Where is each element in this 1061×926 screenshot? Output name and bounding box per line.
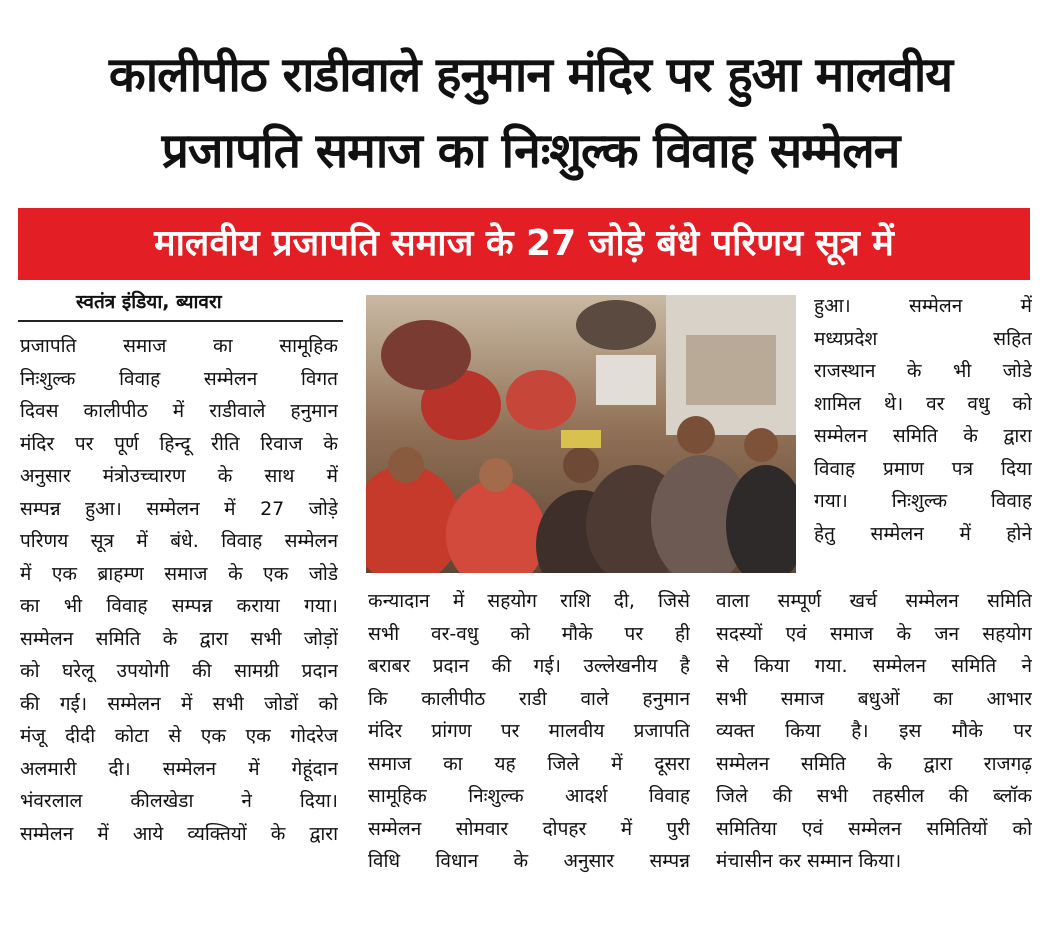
article-line: गया। निःशुल्क विवाह [814, 490, 1032, 512]
article-column-4 [716, 585, 1032, 878]
subheadline: मालवीय प्रजापति समाज के 27 जोड़े बंधे परिणय सूत्र में [154, 223, 894, 264]
article-line: प्रजापति समाज का सामूहिक [20, 335, 338, 357]
article-line: विवाह प्रमाण पत्र दिया [814, 457, 1032, 480]
subheadline-banner [18, 208, 1030, 280]
article-line: सम्मेलन समिति के द्वारा सभी जोड़ों [20, 627, 338, 650]
article-line: विधि विधान के अनुसार सम्पन्न [368, 850, 690, 872]
article-line: राजस्थान के भी जोडे [814, 360, 1032, 382]
article-column-2-top [814, 290, 1032, 550]
article-line: मंदिर पर पूर्ण हिन्दू रीति रिवाज के [20, 432, 338, 455]
article-line: मध्यप्रदेश सहित [814, 327, 1032, 350]
article-line: सभी समाज बधुओं का आभार [716, 687, 1032, 710]
article-line: समितिया एवं सम्मेलन समितियों को [716, 817, 1032, 840]
article-line: सम्मेलन समिति के द्वारा [814, 425, 1032, 447]
wedding-ceremony-photo [366, 295, 796, 573]
article-line: समाज का यह जिले में दूसरा [368, 752, 690, 775]
article-line: सभी वर-वधु को मौके पर ही [368, 622, 690, 645]
article-line: मंजू दीदी कोटा से एक एक गोदरेज [20, 725, 338, 747]
article-line: को घरेलू उपयोगी की सामग्री प्रदान [20, 660, 338, 682]
article-line: अलमारी दी। सम्मेलन में गेहूंदान [20, 757, 338, 780]
dateline-rule [18, 320, 343, 322]
article-line: सम्मेलन समिति के द्वारा राजगढ़ [716, 752, 1032, 775]
article-line: मंचासीन कर सम्मान किया। [716, 850, 902, 872]
article-line: कन्यादान में सहयोग राशि दी, जिसे [368, 590, 690, 612]
article-line: की गई। सम्मेलन में सभी जोडों को [20, 692, 338, 715]
article-line: जिले की सभी तहसील की ब्लॉक [716, 785, 1032, 807]
article-column-1 [20, 330, 338, 850]
headline-line-2: प्रजापति समाज का निःशुल्क विवाह सम्मेलन [161, 123, 900, 179]
article-line: मंदिर प्रांगण पर मालवीय प्रजापति [368, 720, 690, 742]
dateline: स्वतंत्र इंडिया, ब्यावरा [76, 291, 222, 313]
article-line: बराबर प्रदान की गई। उल्लेखनीय है [368, 655, 690, 677]
article-line: निःशुल्क विवाह सम्मेलन विगत [20, 367, 338, 390]
article-line: कि कालीपीठ राडी वाले हनुमान [368, 687, 690, 710]
article-line: भंवरलाल कीलखेडा ने दिया। [20, 790, 338, 812]
article-line: सम्मेलन सोमवार दोपहर में पुरी [368, 817, 690, 840]
article-line: सामूहिक निःशुल्क आदर्श विवाह [368, 785, 690, 807]
article-line: परिणय सूत्र में बंधे. विवाह सम्मेलन [20, 530, 338, 552]
article-line: में एक ब्राहम्ण समाज के एक जोडे [20, 562, 338, 585]
article-line: हेतु सम्मेलन में होने [814, 522, 1032, 545]
article-line: सम्पन्न हुआ। सम्मेलन में 27 जोड़े [20, 497, 338, 520]
headline-line-1: कालीपीठ राडीवाले हनुमान मंदिर पर हुआ मालवीय [108, 47, 953, 103]
article-line: हुआ। सम्मेलन में [814, 295, 1032, 317]
article-column-3 [368, 585, 690, 878]
article-line: वाला सम्पूर्ण खर्च सम्मेलन समिति [716, 590, 1032, 612]
article-line: अनुसार मंत्रोउच्चारण के साथ में [20, 465, 338, 487]
article-line: का भी विवाह सम्पन्न कराया गया। [20, 595, 338, 617]
article-line: से किया गया. सम्मेलन समिति ने [716, 655, 1032, 677]
article-line: दिवस कालीपीठ में राडीवाले हनुमान [20, 400, 338, 422]
article-line: व्यक्त किया है। इस मौके पर [716, 720, 1032, 742]
article-line: शामिल थे। वर वधु को [814, 392, 1032, 415]
article-line: सम्मेलन में आये व्यक्तियों के द्वारा [20, 822, 338, 845]
article-line: सदस्यों एवं समाज के जन सहयोग [716, 622, 1032, 645]
